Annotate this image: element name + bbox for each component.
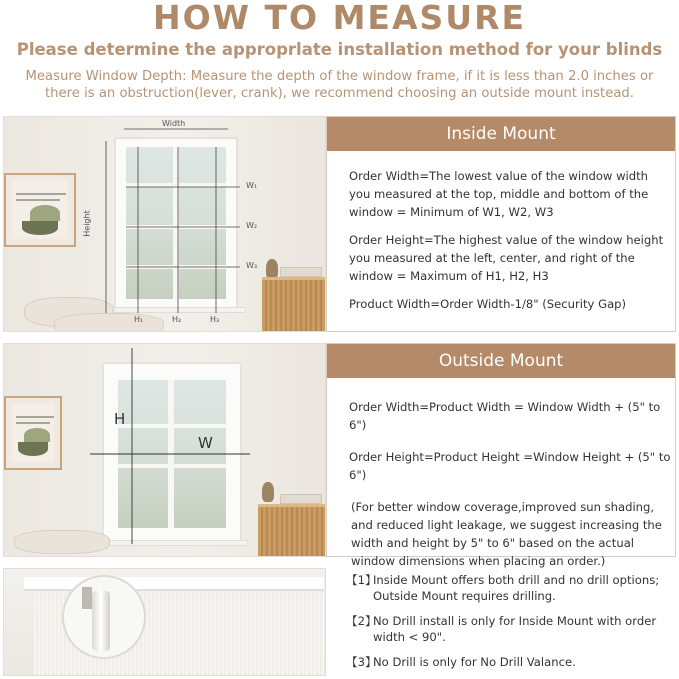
outside-mount-heading: Outside Mount bbox=[327, 344, 675, 378]
note-item bbox=[346, 613, 676, 645]
inside-mount-heading: Inside Mount bbox=[327, 117, 675, 151]
inside-order-width: Order Width=The lowest value of the window width you measured at the top, middle and bottom of the window = Minimum of W1, W2, W3 bbox=[349, 169, 649, 219]
outside-mount-panel bbox=[326, 343, 676, 568]
label-h: H bbox=[114, 410, 126, 428]
label-w: W bbox=[198, 434, 213, 452]
label-h2: H₂ bbox=[172, 315, 182, 324]
note-text: No Drill is only for No Drill Valance. bbox=[373, 655, 576, 669]
bracket-zoom bbox=[62, 575, 146, 659]
outside-mount-photo bbox=[3, 343, 326, 557]
install-notes bbox=[346, 572, 676, 679]
label-height: Height bbox=[82, 210, 92, 237]
inside-mount-photo bbox=[3, 116, 326, 332]
note-number: 【3】 bbox=[346, 655, 377, 669]
roller-icon bbox=[92, 591, 110, 651]
note-item bbox=[346, 654, 676, 670]
label-w2: W₂ bbox=[246, 221, 258, 230]
valance-photo bbox=[3, 568, 326, 676]
label-w1: W₁ bbox=[246, 181, 258, 190]
window-depth-note: Measure Window Depth: Measure the depth of the window frame, if it is less than 2.0 inches or there is an obstruction(lever, crank), we recommend choosing an outside mount instead. bbox=[25, 69, 654, 101]
note-text: No Drill install is only for Inside Mount with order width < 90". bbox=[373, 614, 657, 644]
page-subtitle: Please determine the approprlate installation method for your blinds bbox=[16, 40, 663, 59]
label-width: Width bbox=[162, 119, 186, 128]
valance bbox=[24, 577, 324, 591]
bracket-icon bbox=[82, 587, 92, 609]
outside-advice: (For better window coverage,improved sun shading, and reduced light leakage, we suggest increasing the width and height by 5" to 6" based on the actual window dimensions when placing an order.) bbox=[351, 500, 662, 568]
inside-order-height: Order Height=The highest value of the window height you measured at the left, center, and right of the window = Maximum of H1, H2, H3 bbox=[349, 233, 664, 283]
note-number: 【2】 bbox=[346, 614, 377, 628]
note-item bbox=[346, 572, 676, 604]
note-text: Inside Mount offers both drill and no drill options; Outside Mount requires drilling. bbox=[373, 573, 660, 603]
inside-measure-lines bbox=[4, 117, 326, 332]
outside-order-height: Order Height=Product Height =Window Height + (5" to 6") bbox=[349, 450, 671, 482]
label-h3: H₃ bbox=[210, 315, 220, 324]
label-w3: W₃ bbox=[246, 261, 258, 270]
outside-measure-lines bbox=[4, 344, 326, 557]
inside-product-width: Product Width=Order Width-1/8" (Security Gap) bbox=[349, 297, 627, 311]
outside-order-width: Order Width=Product Width = Window Width + (5" to 6") bbox=[349, 400, 661, 432]
page-title: HOW TO MEASURE bbox=[152, 0, 527, 37]
note-number: 【1】 bbox=[346, 573, 377, 587]
inside-mount-panel bbox=[326, 116, 676, 332]
label-h1: H₁ bbox=[134, 315, 144, 324]
